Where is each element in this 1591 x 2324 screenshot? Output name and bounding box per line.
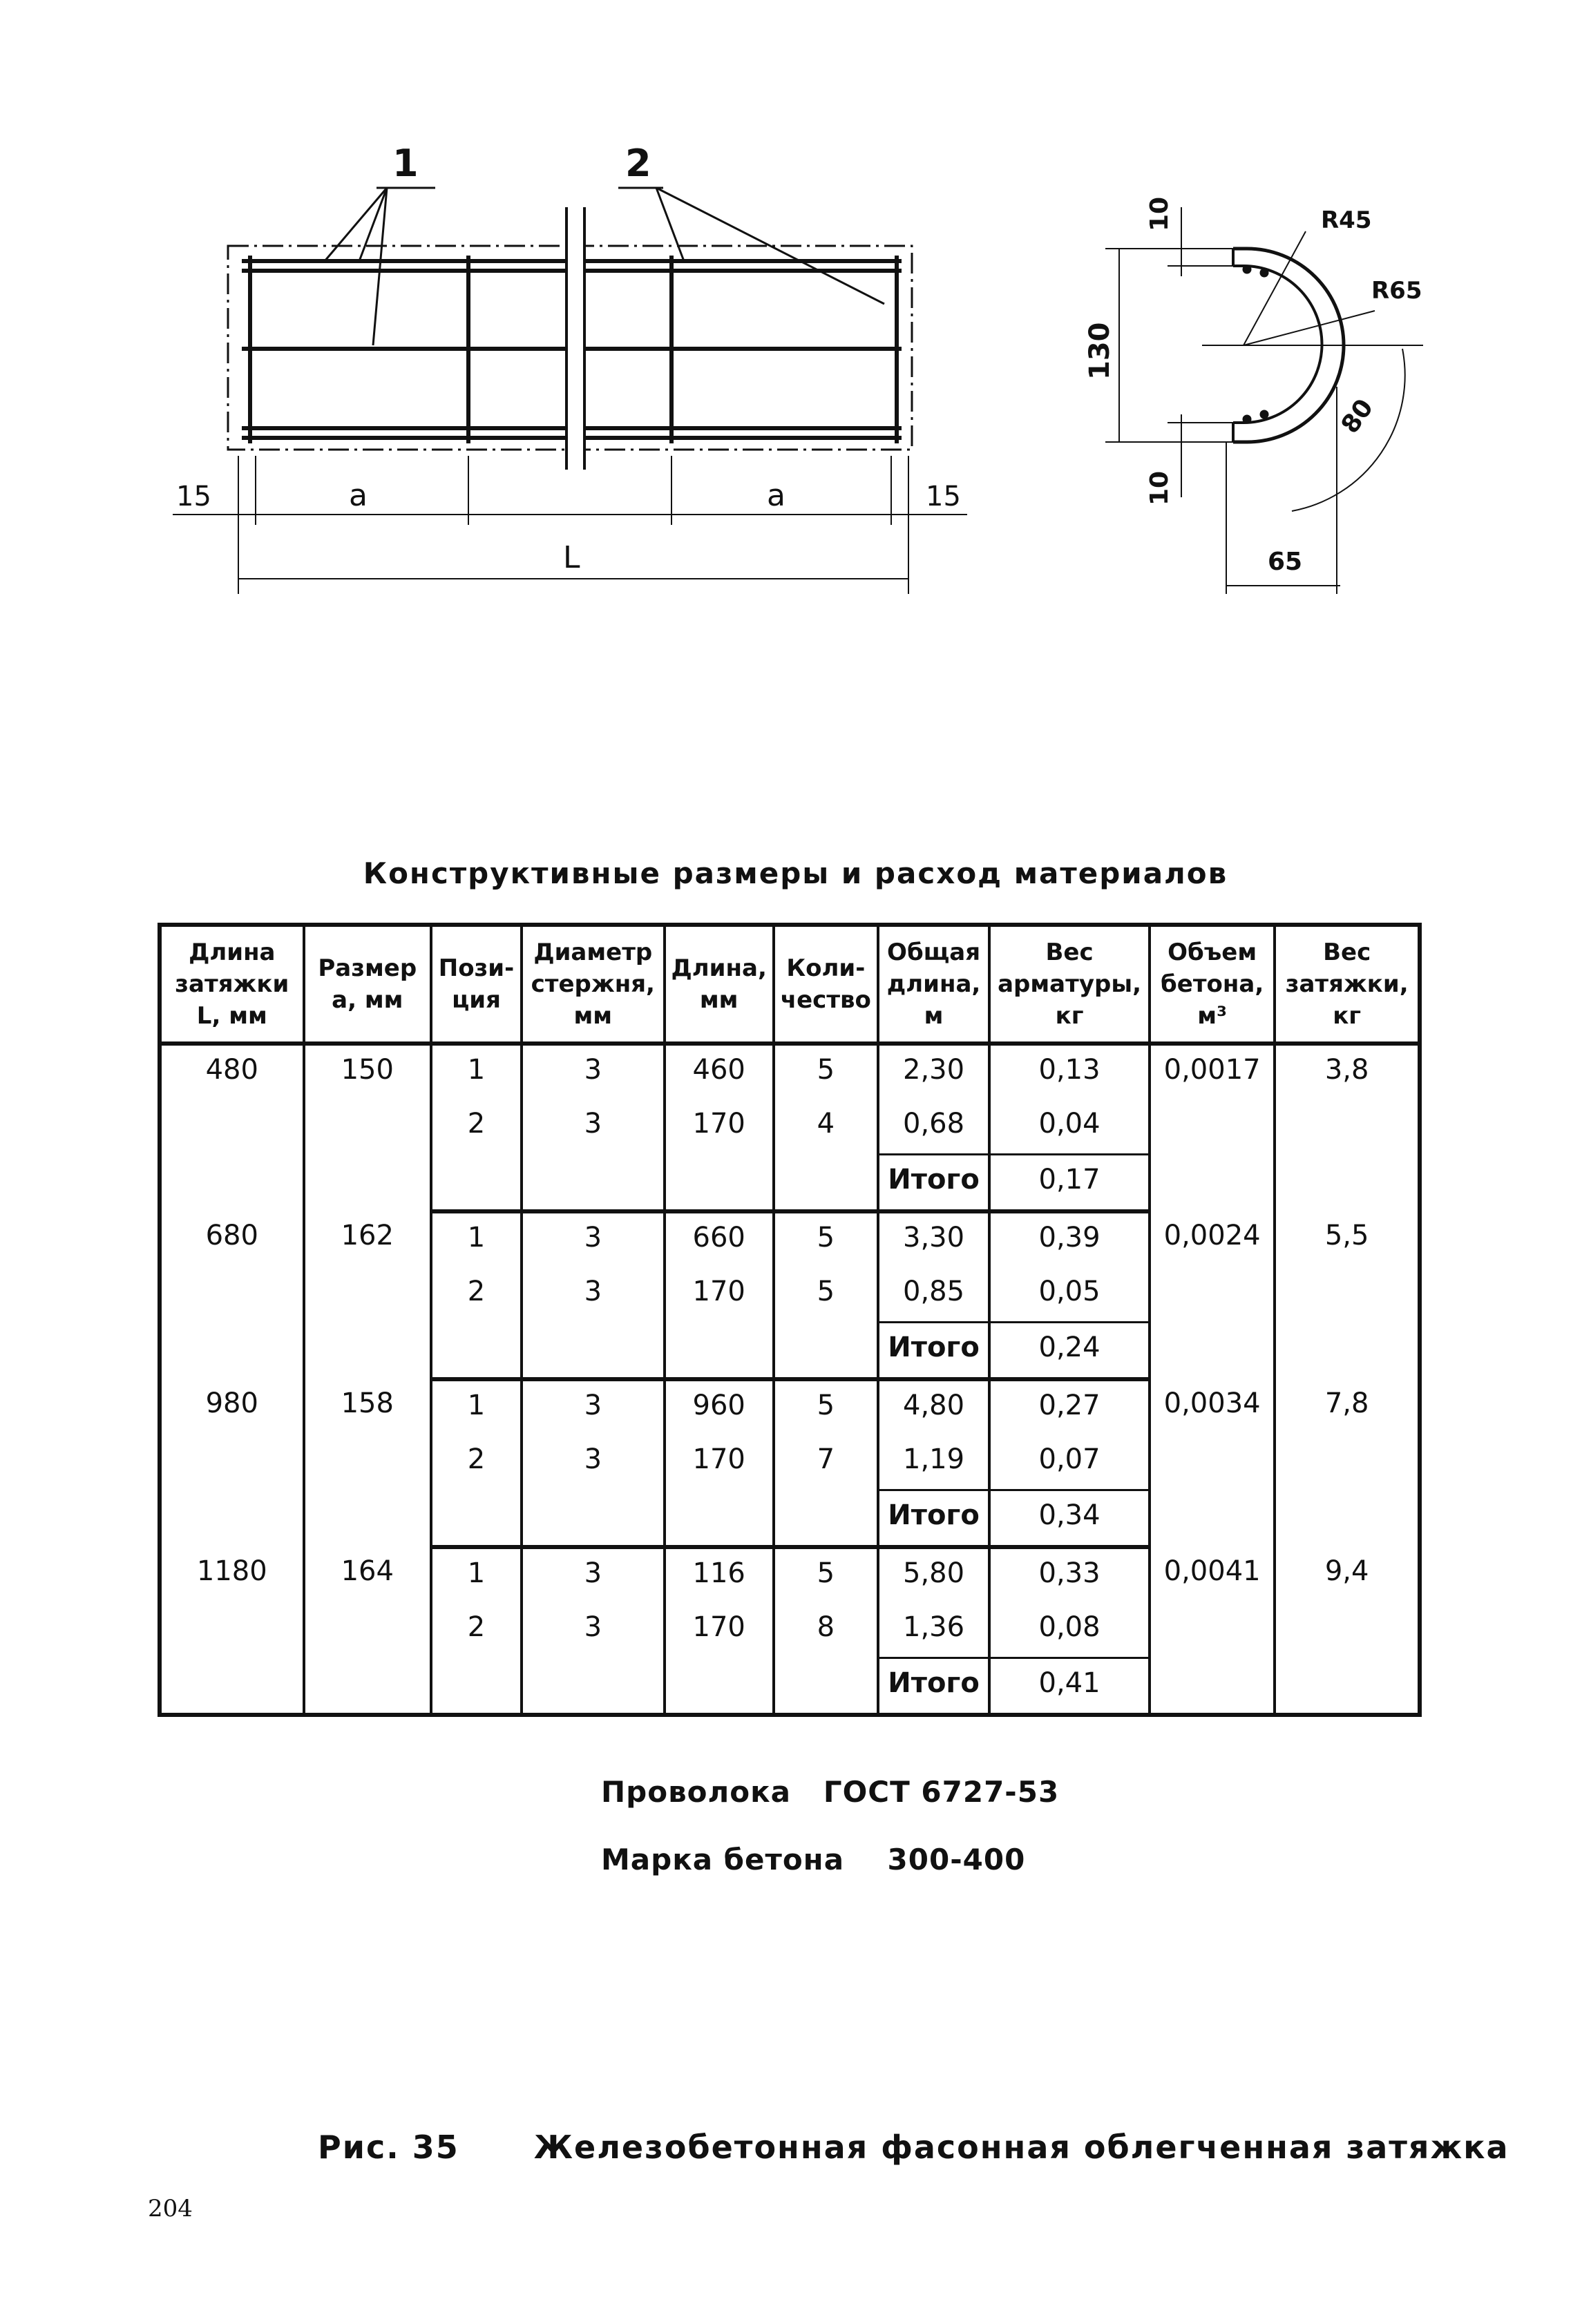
cell-bar-length: 170 [665,1267,774,1323]
concrete-value: 300-400 [887,1843,1026,1876]
subtotal-label: Итого [878,1490,989,1548]
callout-2: 2 [625,142,651,185]
header-quantity: Коли-чество [774,925,878,1044]
cell-total-length: 2,30 [878,1044,989,1099]
cell-diameter: 3 [522,1211,665,1267]
cell-total-length: 4,80 [878,1379,989,1435]
figure-number: Рис. 35 [318,2129,459,2166]
cell-rebar-weight: 0,27 [989,1379,1150,1435]
table-row [160,1547,1420,1603]
cell-size-a: 158 [304,1379,431,1547]
rebar-dot-3 [1243,415,1251,423]
cell-position: 1 [431,1379,522,1435]
cell-total-length: 5,80 [878,1547,989,1603]
dim-130: 130 [1084,322,1116,380]
dim-a-left: a [349,478,368,513]
cell-size-a: 164 [304,1547,431,1715]
cell-length: 1180 [160,1547,304,1715]
leader-1a [325,188,387,261]
cell-bar-length: 170 [665,1099,774,1155]
cell-position: 1 [431,1211,522,1267]
table-title: Конструктивные размеры и расход материалов [363,856,1228,890]
wire-label: Проволока [601,1775,791,1809]
rebar-dot-2 [1260,269,1268,277]
cell-position: 1 [431,1547,522,1603]
cell-tie-weight: 5,5 [1275,1211,1420,1379]
cell-quantity: 7 [774,1435,878,1490]
cell-position: 2 [431,1099,522,1155]
technical-drawing [0,0,1591,663]
cell-rebar-weight: 0,13 [989,1044,1150,1099]
cell-length: 980 [160,1379,304,1547]
page-number: 204 [148,2195,193,2222]
rebar-dot-1 [1243,265,1251,273]
materials-table [158,923,1422,1717]
cell-rebar-weight: 0,39 [989,1211,1150,1267]
cell-diameter: 3 [522,1435,665,1490]
cell-position: 2 [431,1435,522,1490]
cell-total-length: 1,19 [878,1435,989,1490]
subtotal-label: Итого [878,1155,989,1212]
r65-leader [1244,311,1375,345]
cell-concrete-volume: 0,0017 [1150,1044,1275,1211]
figure-title: Железобетонная фасонная облегченная затяжка [533,2129,1509,2166]
subtotal-value: 0,24 [989,1323,1150,1380]
cross-section [1105,207,1423,594]
subtotal-value: 0,41 [989,1658,1150,1716]
break-gap [565,207,586,470]
cell-diameter: 3 [522,1547,665,1603]
subtotal-label: Итого [878,1323,989,1380]
dim-10-bottom: 10 [1145,470,1174,506]
header-position: Пози-ция [431,925,522,1044]
cell-tie-weight: 7,8 [1275,1379,1420,1547]
cell-quantity: 5 [774,1044,878,1099]
cell-length: 680 [160,1211,304,1379]
cell-bar-length: 660 [665,1211,774,1267]
cell-quantity: 8 [774,1603,878,1658]
cell-rebar-weight: 0,04 [989,1099,1150,1155]
cell-diameter: 3 [522,1603,665,1658]
header-rebar-weight: Вес арматуры, кг [989,925,1150,1044]
cell-rebar-weight: 0,07 [989,1435,1150,1490]
side-view [173,188,967,594]
header-length: Длина затяжки L, мм [160,925,304,1044]
cell-position: 1 [431,1044,522,1099]
header-row [160,925,1420,1044]
dim-65: 65 [1268,548,1303,576]
cell-position: 2 [431,1603,522,1658]
wire-value: ГОСТ 6727-53 [823,1775,1060,1809]
cell-quantity: 5 [774,1267,878,1323]
cell-rebar-weight: 0,08 [989,1603,1150,1658]
cell-diameter: 3 [522,1099,665,1155]
cell-quantity: 4 [774,1099,878,1155]
cell-rebar-weight: 0,05 [989,1267,1150,1323]
label-r45: R45 [1321,207,1372,234]
callout-1: 1 [392,142,419,185]
cell-size-a: 162 [304,1211,431,1379]
cell-size-a: 150 [304,1044,431,1211]
cell-quantity: 5 [774,1379,878,1435]
dim-10-top: 10 [1145,196,1174,231]
label-r65: R65 [1371,277,1422,305]
cell-bar-length: 960 [665,1379,774,1435]
concrete-note [601,1843,1025,1876]
subtotal-label: Итого [878,1658,989,1716]
header-concrete-volume: Объем бетона, м³ [1150,925,1275,1044]
header-size-a: Размер a, мм [304,925,431,1044]
cell-diameter: 3 [522,1379,665,1435]
cell-total-length: 0,68 [878,1099,989,1155]
dim-15-left: 15 [176,481,211,512]
cell-rebar-weight: 0,33 [989,1547,1150,1603]
cell-quantity: 5 [774,1547,878,1603]
leader-1c [373,188,387,345]
cell-tie-weight: 9,4 [1275,1547,1420,1715]
cell-total-length: 0,85 [878,1267,989,1323]
cell-diameter: 3 [522,1267,665,1323]
cell-position: 2 [431,1267,522,1323]
dim-15-right: 15 [926,481,961,512]
cell-bar-length: 460 [665,1044,774,1099]
cell-length: 480 [160,1044,304,1211]
header-bar-length: Длина, мм [665,925,774,1044]
cell-concrete-volume: 0,0024 [1150,1211,1275,1379]
cell-bar-length: 116 [665,1547,774,1603]
subtotal-value: 0,34 [989,1490,1150,1548]
subtotal-value: 0,17 [989,1155,1150,1212]
table-row [160,1379,1420,1435]
concrete-label: Марка бетона [601,1843,845,1876]
rebar-dot-4 [1260,410,1268,419]
dim-a-right: a [767,478,785,513]
cell-concrete-volume: 0,0041 [1150,1547,1275,1715]
dim-80: 80 [1335,394,1380,439]
cell-tie-weight: 3,8 [1275,1044,1420,1211]
figure-caption [318,2129,1509,2166]
cell-concrete-volume: 0,0034 [1150,1379,1275,1547]
cell-total-length: 3,30 [878,1211,989,1267]
header-diameter: Диаметр стержня, мм [522,925,665,1044]
cell-diameter: 3 [522,1044,665,1099]
cell-bar-length: 170 [665,1603,774,1658]
wire-note [601,1775,1059,1809]
dim-L: L [563,540,580,575]
cell-quantity: 5 [774,1211,878,1267]
header-tie-weight: Вес затяжки, кг [1275,925,1420,1044]
cell-bar-length: 170 [665,1435,774,1490]
table-row [160,1211,1420,1267]
cell-total-length: 1,36 [878,1603,989,1658]
table-row [160,1044,1420,1099]
header-total-length: Общая длина, м [878,925,989,1044]
